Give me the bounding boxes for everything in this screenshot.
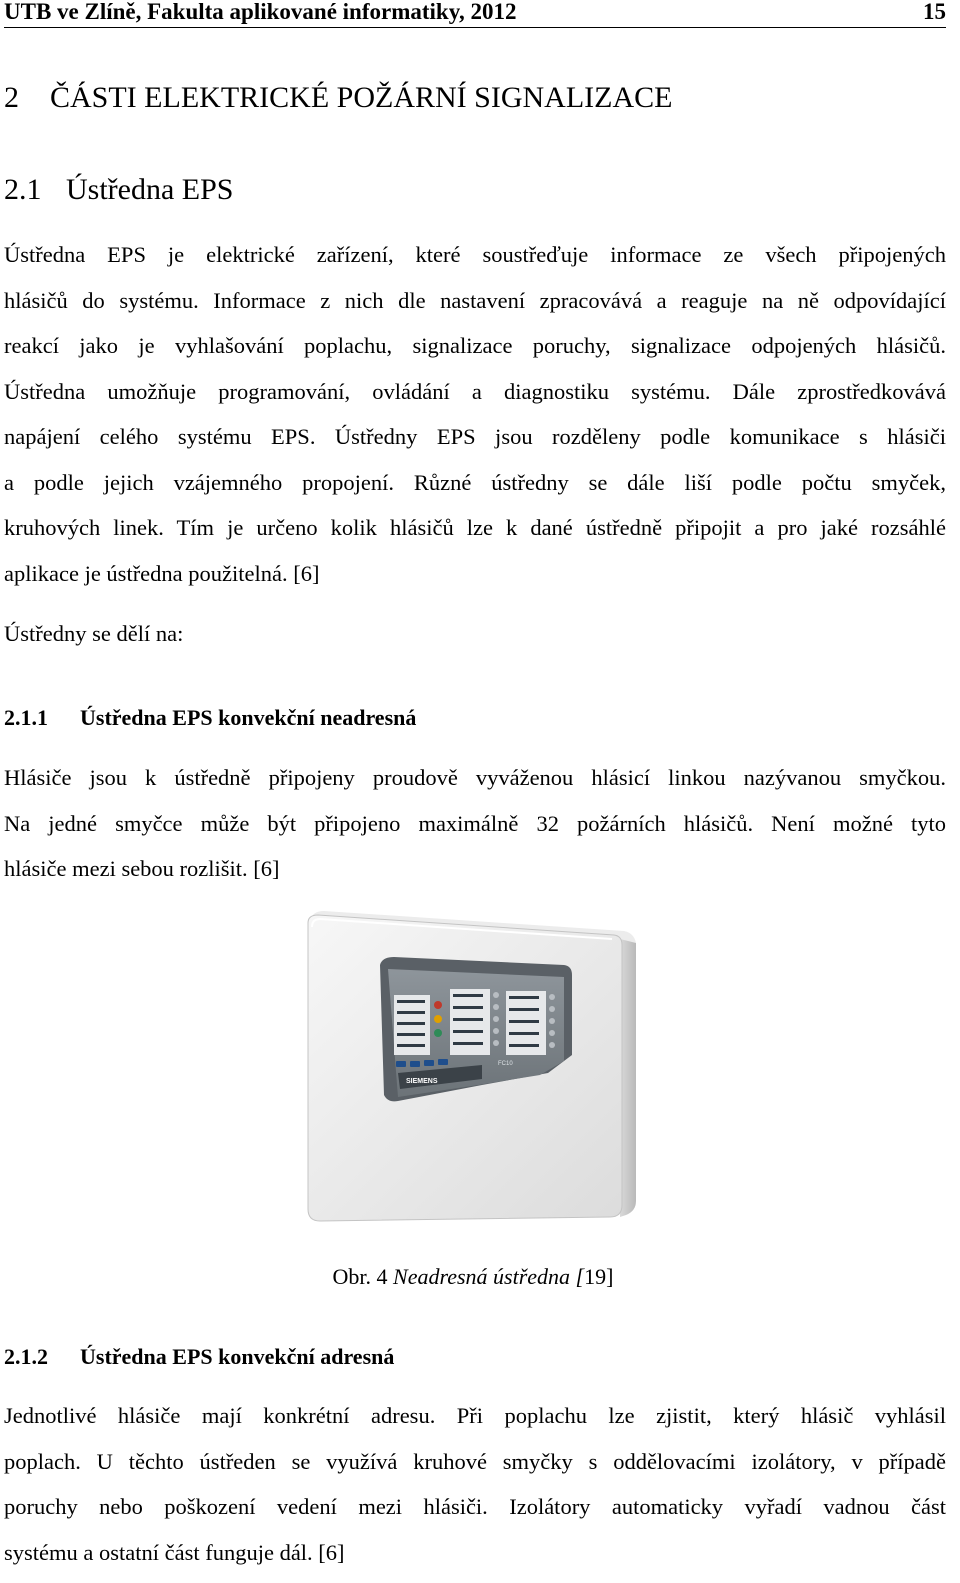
- model-label: FC10: [498, 1061, 513, 1067]
- text-line: Ústředna EPS je elektrické zařízení, které soustřeďuje informace ze všech připojených: [4, 242, 946, 267]
- fault-button-icon: [434, 1015, 442, 1023]
- subsection-1-paragraph: [4, 755, 946, 892]
- text-line: aplikace je ústředna použitelná. [6]: [4, 560, 320, 586]
- subsection-title: Ústředna EPS konvekční neadresná: [80, 705, 417, 730]
- section-number: 2.1: [4, 173, 42, 206]
- division-paragraph: [4, 611, 946, 657]
- brand-label: SIEMENS: [406, 1078, 438, 1085]
- running-header: [4, 0, 946, 28]
- text-line: hlásiče mezi sebou rozlišit. [6]: [4, 856, 280, 881]
- figure-caption: [0, 1262, 946, 1292]
- text-line: a podle jejich vzájemného propojení. Různé ústředny se dále liší podle počtu smyček,: [4, 469, 946, 495]
- text-line: napájení celého systému EPS. Ústředny EPS jsou rozděleny podle komunikace s hlásiči: [4, 424, 946, 449]
- caption-ref: 19]: [584, 1264, 614, 1289]
- control-panel-figure: [302, 905, 642, 1225]
- section-title: Ústředna EPS: [66, 173, 234, 206]
- text-line: Ústředna umožňuje programování, ovládání a diagnostiku systému. Dále zprostředkovává: [4, 378, 946, 404]
- text-line: reakcí jako je vyhlašování poplachu, signalizace poruchy, signalizace odpojených hlásičů.: [4, 333, 946, 358]
- subsection-number: 2.1.2: [4, 1344, 48, 1369]
- text-line: hlásičů do systému. Informace z nich dle nastavení zpracovává a reaguje na ně odpovídající: [4, 287, 946, 313]
- power-button-icon: [434, 1029, 442, 1037]
- chapter-number: 2: [4, 81, 19, 114]
- subsection-2-paragraph: [4, 1393, 946, 1575]
- text-line: Ústředny se dělí na:: [4, 621, 184, 646]
- text-line: kruhových linek. Tím je určeno kolik hlásičů lze k dané ústředně připojit a pro jaké rozsáhlé: [4, 515, 946, 540]
- text-line: Hlásiče jsou k ústředně připojeny proudově vyváženou hlásicí linkou nazývanou smyčkou.: [4, 765, 946, 790]
- caption-title: Neadresná ústředna [: [393, 1264, 585, 1289]
- subsection-title: Ústředna EPS konvekční adresná: [80, 1344, 395, 1369]
- page-number: 15: [923, 0, 946, 24]
- intro-paragraph: [4, 232, 946, 596]
- header-title: UTB ve Zlíně, Fakulta aplikované informatiky, 2012: [4, 0, 517, 24]
- subsection-number: 2.1.1: [4, 705, 48, 730]
- zone-column-1: [450, 989, 490, 1055]
- chapter-title: ČÁSTI ELEKTRICKÉ POŽÁRNÍ SIGNALIZACE: [50, 81, 673, 114]
- subsection-heading-1: [4, 703, 416, 733]
- text-line: Na jedné smyčce může být připojeno maximálně 32 požárních hlásičů. Není možné tyto: [4, 810, 946, 836]
- text-line: Jednotlivé hlásiče mají konkrétní adresu. Při poplachu lze zjistit, který hlásič vyhlásil: [4, 1403, 946, 1428]
- fire-alarm-panel-image: [302, 905, 642, 1225]
- text-line: poruchy nebo poškození vedení mezi hlásiči. Izolátory automaticky vyřadí vadnou část: [4, 1494, 946, 1519]
- caption-prefix: Obr. 4: [332, 1264, 394, 1289]
- alarm-button-icon: [434, 1001, 442, 1009]
- text-line: systému a ostatní část funguje dál. [6]: [4, 1539, 345, 1565]
- subsection-heading-2: [4, 1342, 394, 1372]
- section-heading: [4, 172, 234, 208]
- text-line: poplach. U těchto ústředen se využívá kruhové smyčky s oddělovacími izolátory, v případě: [4, 1448, 946, 1474]
- chapter-heading: [4, 80, 672, 116]
